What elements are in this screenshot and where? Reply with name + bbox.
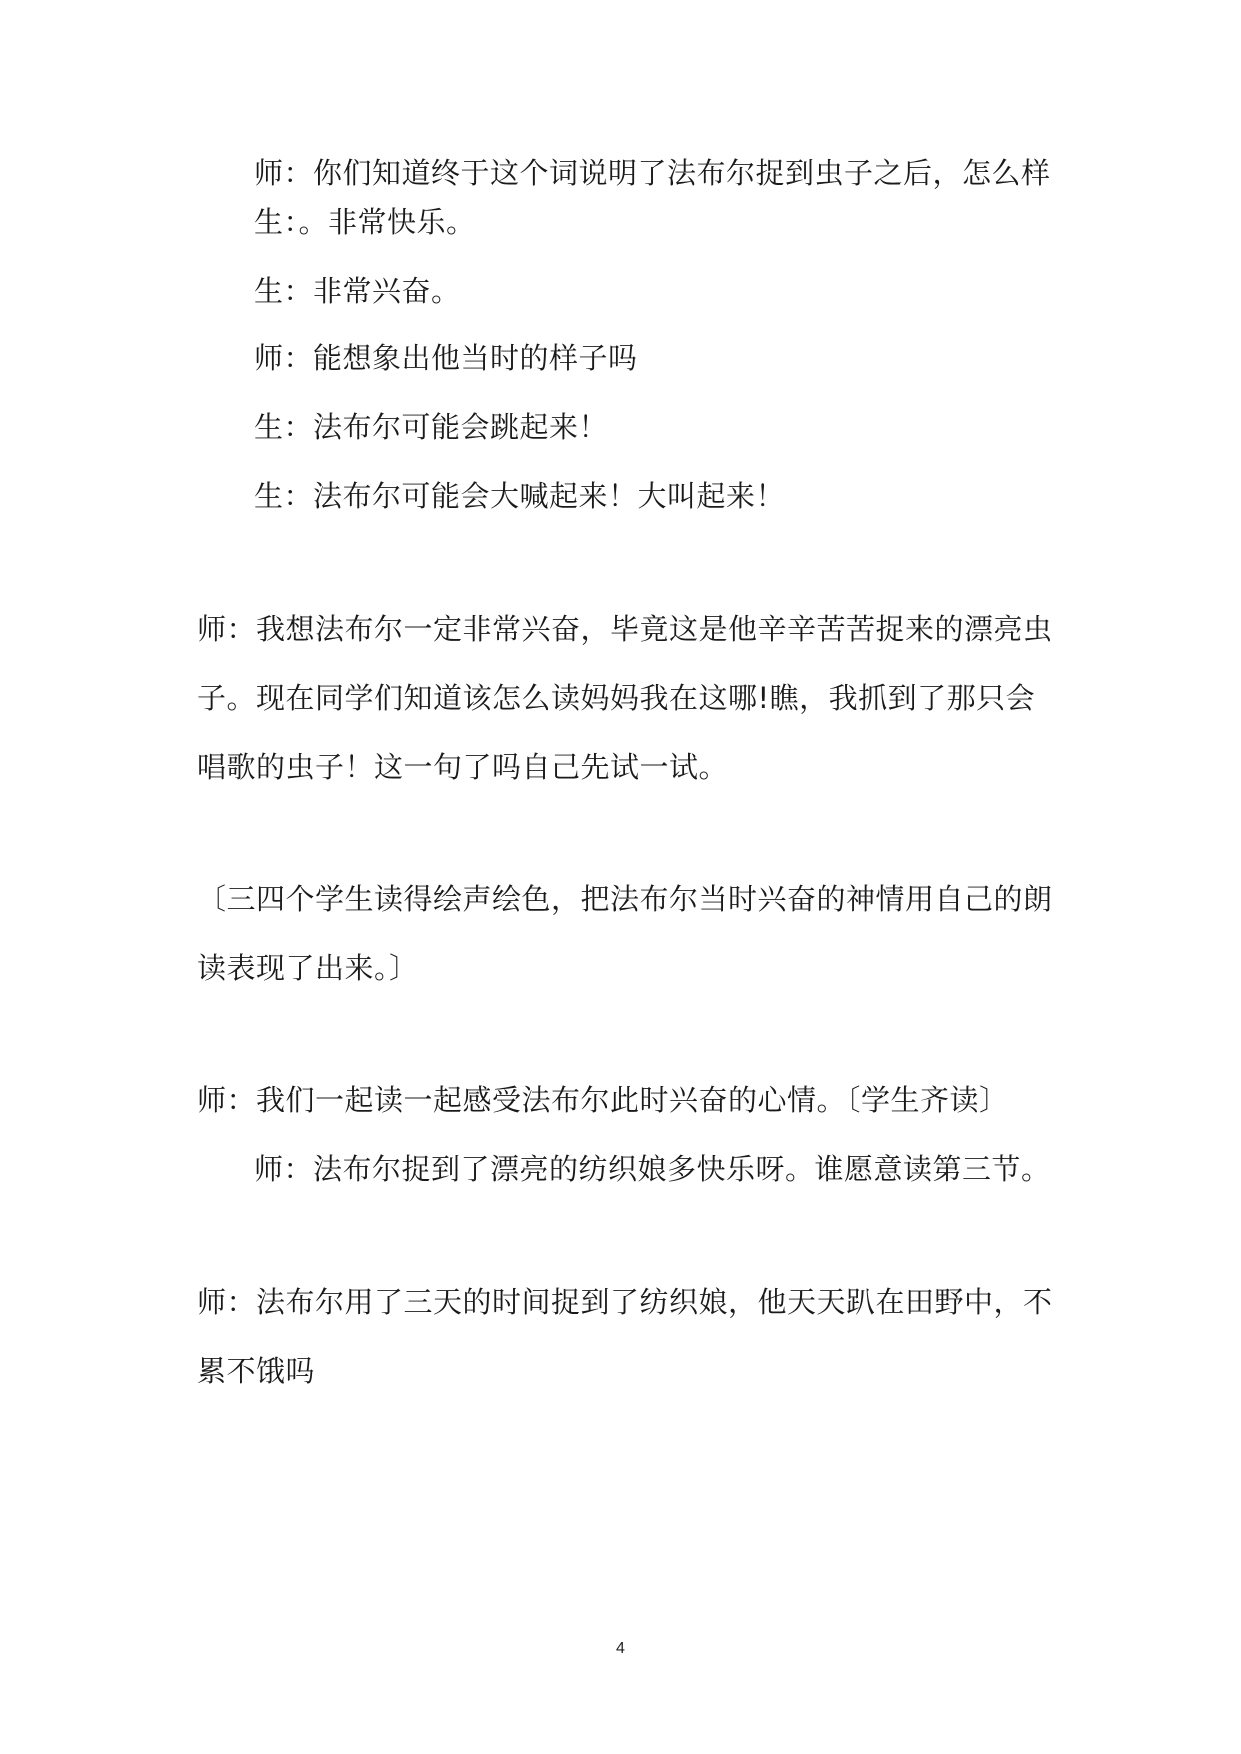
- text-line: 师：你们知道终于这个词说明了法布尔捉到虫子之后，怎么样: [254, 156, 1051, 190]
- text-line: 生：法布尔可能会跳起来！: [254, 410, 609, 444]
- text-line: 生：法布尔可能会大喊起来！大叫起来！: [254, 479, 786, 513]
- text-line: 读表现了出来。〕: [197, 951, 419, 985]
- text-line: 师：我想法布尔一定非常兴奋，毕竟这是他辛辛苦苦捉来的漂亮虫: [197, 612, 1053, 646]
- text-line: 师：法布尔用了三天的时间捉到了纺织娘，他天天趴在田野中，不: [197, 1285, 1053, 1319]
- text-line: 师：能想象出他当时的样子吗: [254, 341, 638, 375]
- text-line: 师：法布尔捉到了漂亮的纺织娘多快乐呀。谁愿意读第三节。: [254, 1152, 1051, 1186]
- text-line: 子。现在同学们知道该怎么读妈妈我在这哪!瞧，我抓到了那只会: [197, 681, 1036, 715]
- text-line: 累不饿吗: [197, 1354, 316, 1388]
- text-line: 生：。非常快乐。: [254, 205, 476, 239]
- text-line: 唱歌的虫子！这一句了吗自己先试一试。: [197, 750, 729, 784]
- page-number: 4: [616, 1640, 625, 1657]
- text-line: 师：我们一起读一起感受法布尔此时兴奋的心情。〔学生齐读〕: [197, 1083, 1009, 1117]
- text-line: 生：非常兴奋。: [254, 274, 461, 308]
- text-line: 〔三四个学生读得绘声绘色，把法布尔当时兴奋的神情用自己的朗: [197, 882, 1053, 916]
